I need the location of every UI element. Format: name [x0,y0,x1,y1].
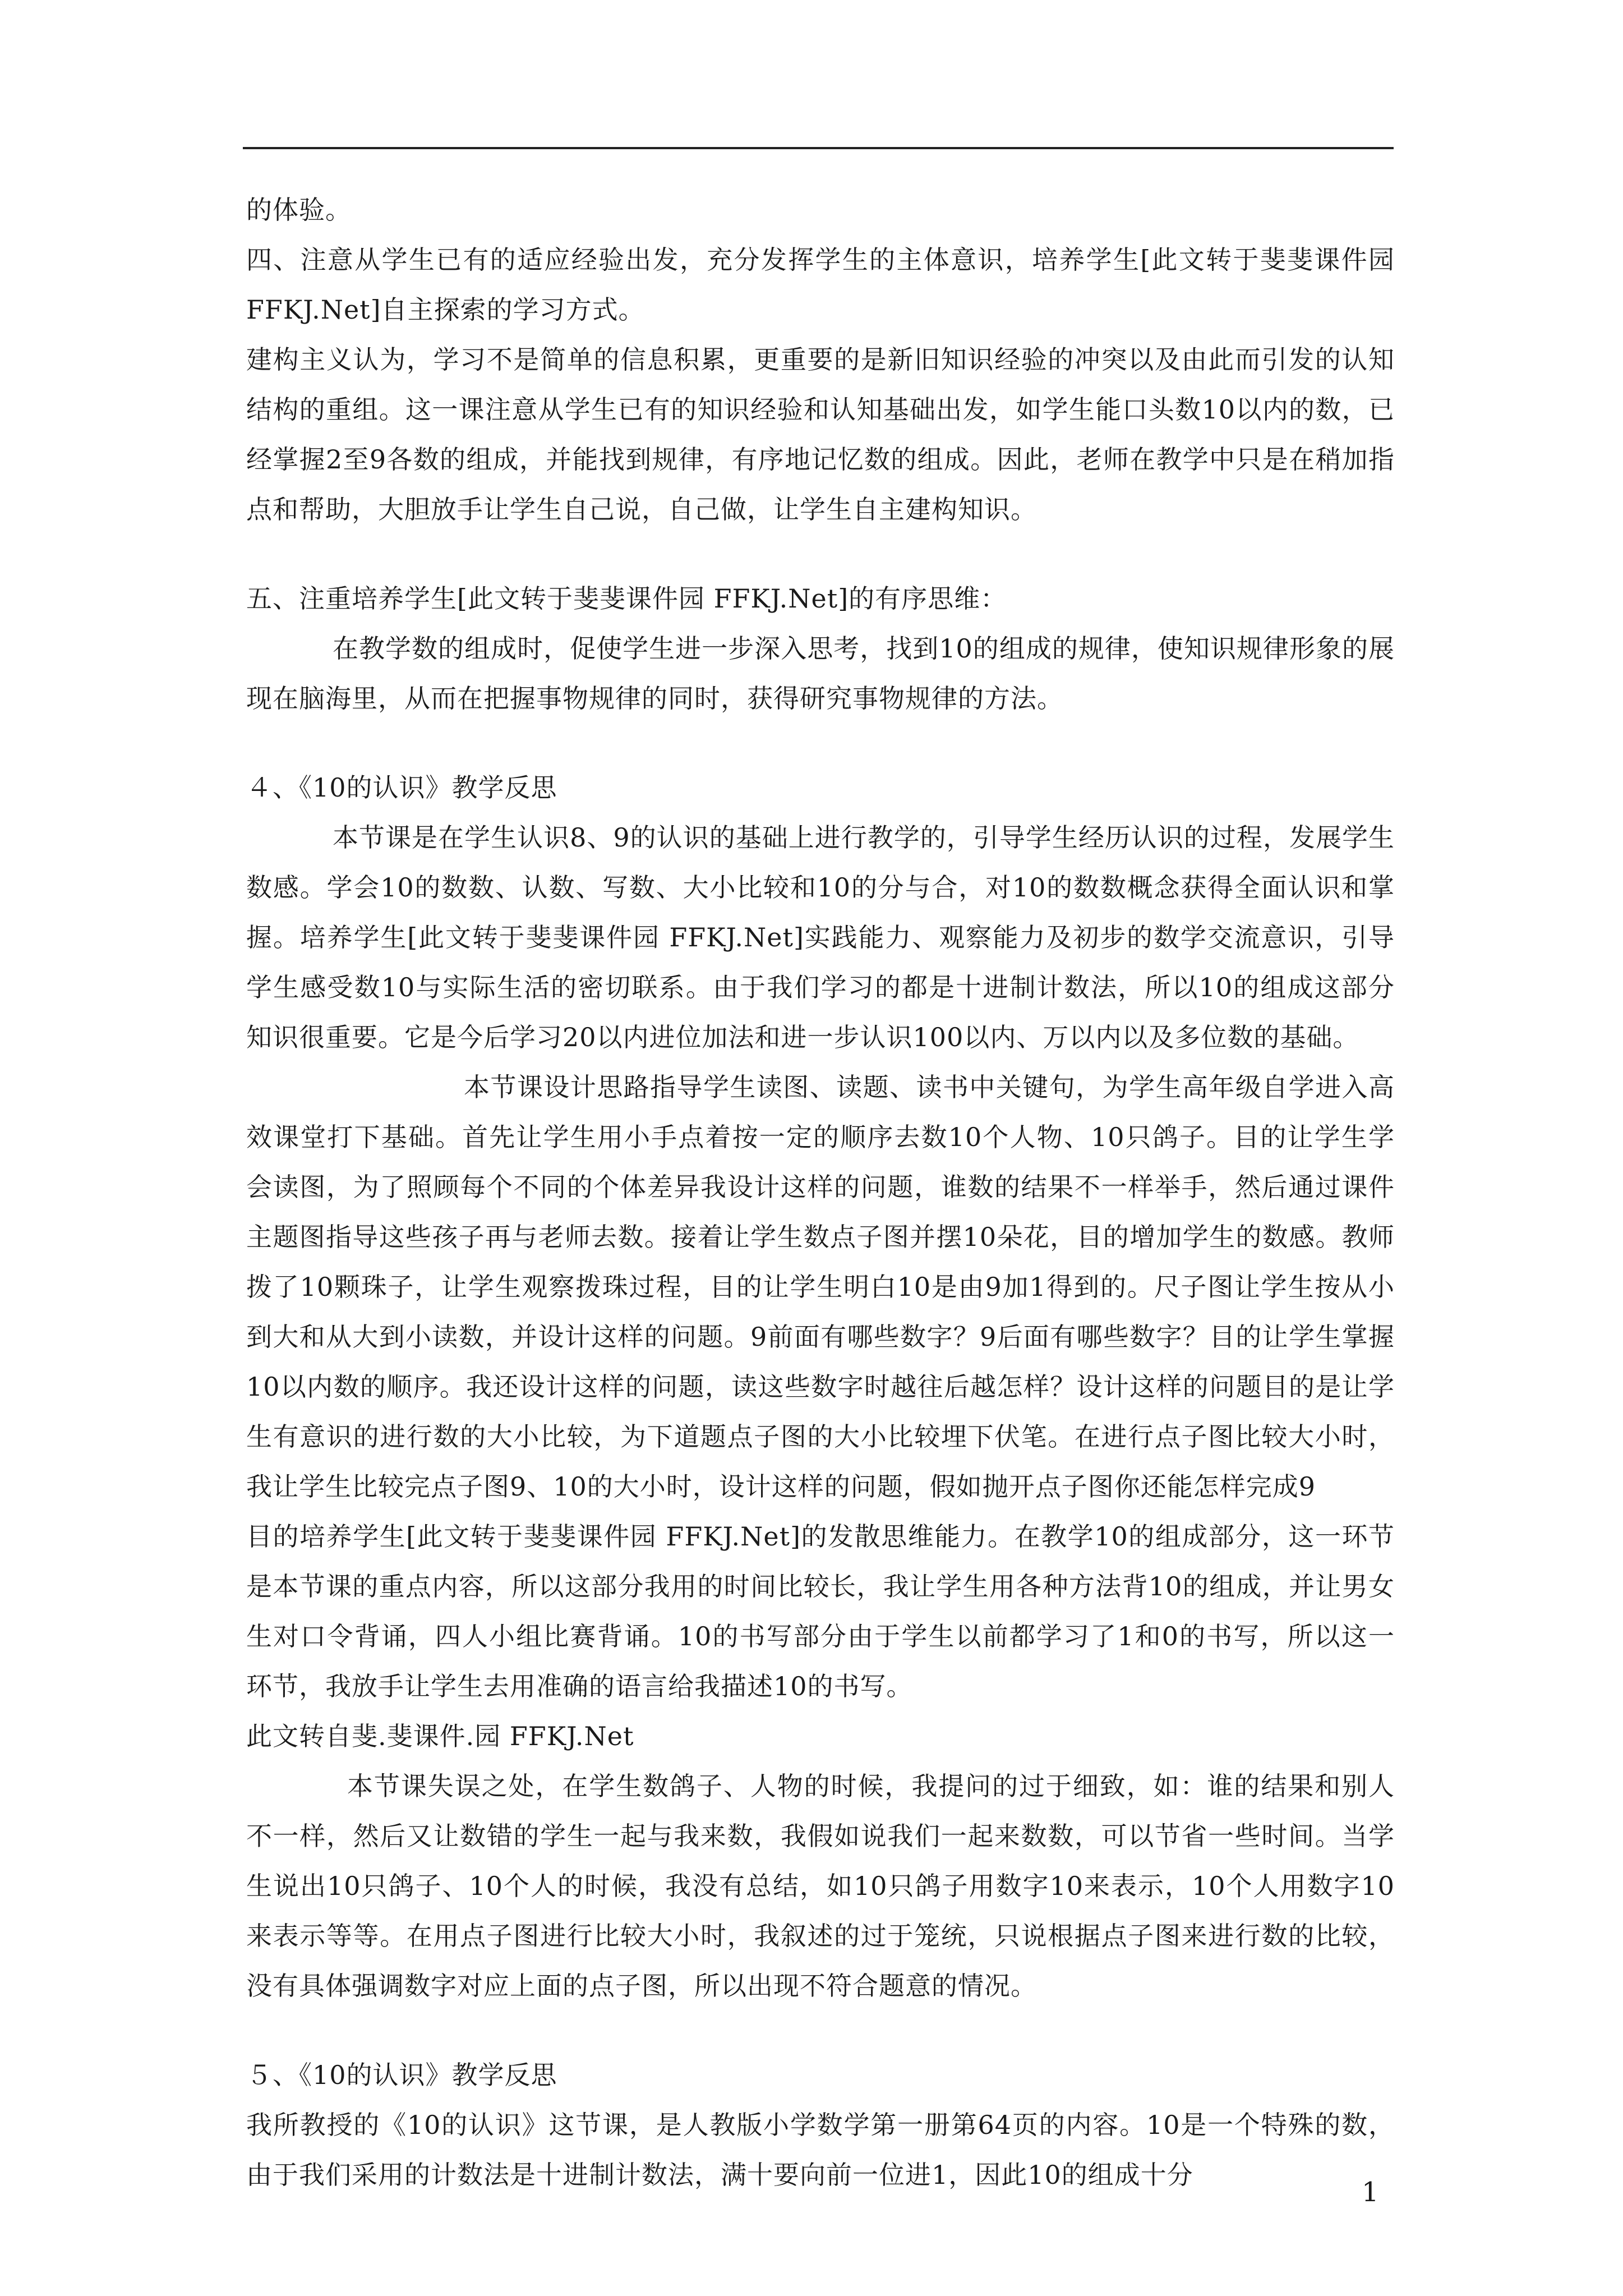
paragraph: 本节课失误之处，在学生数鸽子、人物的时候，我提问的过于细致，如：谁的结果和别人不一样，然后又让数错的学生一起与我来数，我假如说我们一起来数数，可以节省一些时间。当学生说出10只鸽子、10个人的时候，我没有总结，如10只鸽子用数字10来表示，10个人用数字10来表示等等。在用点子图进行比较大小时，我叙述的过于笼统，只说根据点子图来进行数的比较，没有具体强调数字对应上面的点子图，所以出现不符合题意的情况。 [246,1771,1395,2001]
paragraph: 的体验。 [246,195,352,225]
paragraph: 建构主义认为，学习不是简单的信息积累，更重要的是新旧知识经验的冲突以及由此而引发的认知结构的重组。这一课注意从学生已有的知识经验和认知基础出发，如学生能口头数10以内的数，已经掌握2至9各数的组成，并能找到规律，有序地记忆数的组成。因此，老师在教学中只是在稍加指点和帮助，大胆放手让学生自己说，自己做，让学生自主建构知识。 [246,344,1395,524]
paragraph-spacer [246,2011,1395,2050]
paragraph: 本节课是在学生认识8、9的认识的基础上进行教学的，引导学生经历认识的过程，发展学生数感。学会10的数数、认数、写数、大小比较和10的分与合，对10的数数概念获得全面认识和掌握。培养学生[此文转于斐斐课件园 FFKJ.Net]实践能力、观察能力及初步的数学交流意识，引导学生感受数10与实际生活的密切联系。由于我们学习的都是十进制计数法，所以10的组成这部分知识很重要。它是今后学习20以内进位加法和进一步认识100以内、万以内以及多位数的基础。 [246,822,1395,1052]
section-heading-4: 四、注意从学生已有的适应经验出发，充分发挥学生的主体意识，培养学生[此文转于斐斐课件园 FFKJ.Net]自主探索的学习方式。 [246,245,1395,325]
paragraph-spacer [246,724,1395,763]
paragraph: 在教学数的组成时，促使学生进一步深入思考，找到10的组成的规律，使知识规律形象的展现在脑海里，从而在把握事物规律的同时，获得研究事物规律的方法。 [246,633,1395,714]
source-note: 此文转自斐.斐课件.园 FFKJ.Net [246,1721,634,1751]
paragraph-spacer [246,535,1395,574]
section-heading-5: 五、注重培养学生[此文转于斐斐课件园 FFKJ.Net]的有序思维： [246,583,1007,614]
paragraph: 本节课设计思路指导学生读图、读题、读书中关键句，为学生高年级自学进入高效课堂打下基础。首先让学生用小手点着按一定的顺序去数10个人物、10只鸽子。目的让学生学会读图，为了照顾每个不同的个体差异我设计这样的问题，谁数的结果不一样举手，然后通过课件主题图指导这些孩子再与老师去数。接着让学生数点子图并摆10朵花，目的增加学生的数感。教师拨了10颗珠子，让学生观察拨珠过程，目的让学生明白10是由9加1得到的。尺子图让学生按从小到大和从大到小读数，并设计这样的问题。9前面有哪些数字？9后面有哪些数字？目的让学生掌握10以内数的顺序。我还设计这样的问题，读这些数字时越往后越怎样？设计这样的问题目的是让学生有意识的进行数的大小比较，为下道题点子图的大小比较埋下伏笔。在进行点子图比较大小时，我让学生比较完点子图9、10的大小时，设计这样的问题，假如抛开点子图你还能怎样完成9 [246,1072,1395,1502]
header-rule [243,147,1394,149]
page-number: 1 [1362,2177,1379,2208]
article-title: ４、《10的认识》教学反思 [246,772,557,803]
paragraph: 我所教授的《10的认识》这节课，是人教版小学数学第一册第64页的内容。10是一个特殊的数，由于我们采用的计数法是十进制计数法，满十要向前一位进1，因此10的组成十分 [246,2110,1395,2190]
document-body [246,185,1395,2200]
paragraph: 目的培养学生[此文转于斐斐课件园 FFKJ.Net]的发散思维能力。在教学10的组成部分，这一环节是本节课的重点内容，所以这部分我用的时间比较长，我让学生用各种方法背10的组成，并让男女生对口令背诵，四人小组比赛背诵。10的书写部分由于学生以前都学习了1和0的书写，所以这一环节，我放手让学生去用准确的语言给我描述10的书写。 [246,1521,1395,1701]
article-title: ５、《10的认识》教学反思 [246,2060,557,2090]
